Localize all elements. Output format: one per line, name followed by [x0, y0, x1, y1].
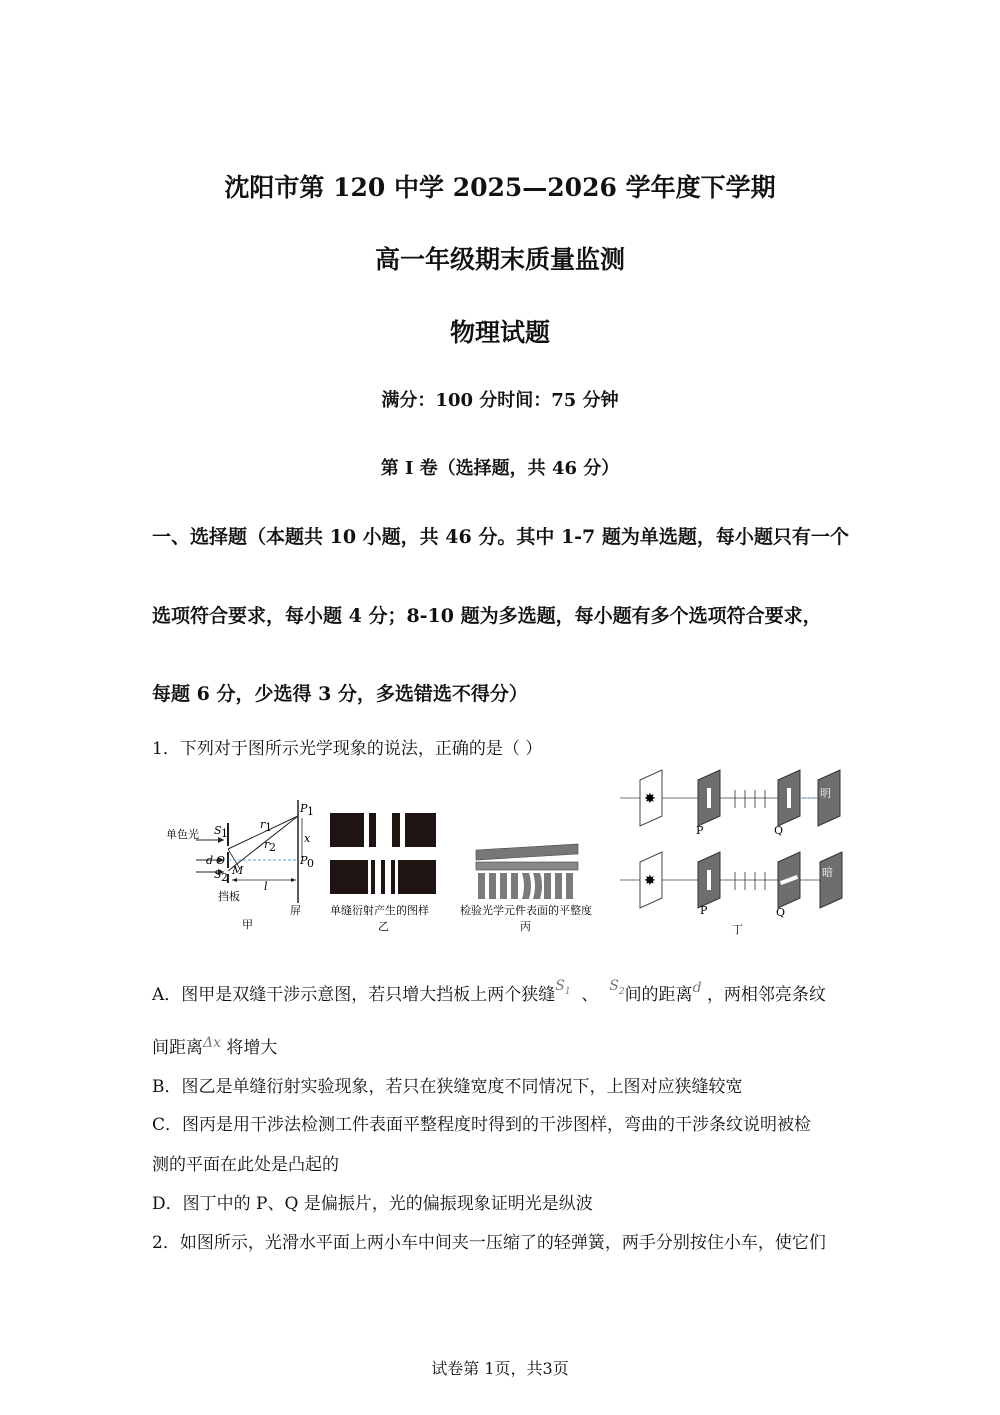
option-a-d: d: [692, 980, 702, 996]
jia-r1-sub: 1: [265, 821, 272, 834]
exam-info: 满分：100 分时间：75 分钟: [381, 390, 619, 411]
jia-d-label: d: [206, 854, 214, 867]
section-instruction-line3: 每题 6 分，少选得 3 分，多选错选不得分）: [152, 683, 528, 705]
figure-bing-flatness: [458, 768, 618, 943]
yi-caption: 乙: [378, 920, 389, 933]
question-1-option-a-line1: [152, 980, 826, 1005]
exam-title-grade: 高一年级期末质量监测: [374, 245, 625, 274]
page-footer: 试卷第 1页，共3页: [431, 1359, 569, 1378]
jia-caption: 甲: [242, 918, 253, 931]
ding-source-bottom-icon: ✸: [644, 873, 656, 889]
question-1-option-c-line1: C．图丙是用干涉法检测工件表面平整程度时得到的干涉图样，弯曲的干涉条纹说明被检: [152, 1115, 812, 1135]
yi-label: 单缝衍射产生的图样: [330, 904, 429, 917]
option-a-s1: S: [555, 978, 565, 994]
option-a-text-5: 将增大: [226, 1038, 278, 1058]
jia-r2-label: r: [264, 838, 270, 851]
question-2-stem: 2．如图所示，光滑水平面上两小车中间夹一压缩了的轻弹簧，两手分别按住小车，使它们: [152, 1233, 826, 1253]
part-heading: 第 Ⅰ 卷（选择题，共 46 分）: [380, 458, 620, 479]
ding-p-top-label: P: [696, 824, 704, 837]
question-1-option-b: B．图乙是单缝衍射实验现象，若只在狭缝宽度不同情况下，上图对应狭缝较宽: [152, 1077, 743, 1097]
jia-o-label: O: [216, 854, 226, 867]
option-a-s1-sub: 1: [564, 987, 571, 997]
question-1-option-c-line2: 测的平面在此处是凸起的: [152, 1155, 339, 1175]
figure-yi-diffraction: [328, 768, 448, 943]
exam-title-subject: 物理试题: [449, 318, 550, 347]
jia-m-label: M: [232, 864, 244, 877]
question-1-option-d: D．图丁中的 P、Q 是偏振片，光的偏振现象证明光是纵波: [152, 1194, 593, 1214]
jia-l-label: l: [264, 880, 268, 893]
option-a-text-4: 间距离: [152, 1038, 203, 1058]
ding-p-bottom-label: P: [700, 904, 708, 917]
ding-dark-label: 暗: [822, 866, 833, 879]
question-1-option-a-line2: [152, 1033, 277, 1058]
jia-p1-label: P: [300, 802, 308, 815]
jia-p0-sub: 0: [307, 857, 314, 870]
option-a-s2-sub: 2: [618, 987, 625, 997]
ding-bright-label: 明: [820, 787, 831, 800]
ding-caption: 丁: [732, 923, 743, 936]
exam-title-school: 沈阳市第 120 中学 2025—2026 学年度下学期: [224, 173, 776, 202]
jia-x-label: x: [304, 832, 311, 845]
jia-s2-sub: 2: [221, 871, 228, 884]
jia-s1-label: S: [214, 824, 222, 837]
ding-source-top-icon: ✸: [644, 791, 656, 807]
option-a-sep: 、: [581, 985, 599, 1005]
jia-p1-sub: 1: [307, 805, 314, 818]
option-a-s2: S: [609, 978, 619, 994]
option-a-text-1: A．图甲是双缝干涉示意图，若只增大挡板上两个狭缝: [152, 985, 556, 1005]
jia-r1-label: r: [260, 818, 266, 831]
question-1-stem: 1．下列对于图所示光学现象的说法，正确的是（ ）: [152, 739, 543, 759]
ding-q-bottom-label: Q: [776, 906, 786, 919]
bing-label: 检验光学元件表面的平整度: [460, 904, 592, 917]
jia-p0-label: P: [300, 854, 308, 867]
bing-caption: 丙: [520, 920, 531, 933]
jia-s1-sub: 1: [221, 827, 228, 840]
option-a-text-3: ，两相邻亮条纹: [706, 985, 826, 1005]
jia-s2-label: S: [214, 868, 222, 881]
jia-light-label: 单色光: [166, 828, 199, 841]
section-instruction-line1: 一、选择题（本题共 10 小题，共 46 分。其中 1-7 题为单选题，每小题只有一个: [152, 526, 849, 548]
jia-r2-sub: 2: [269, 841, 276, 854]
jia-screen-label: 屏: [290, 904, 301, 917]
question-1-figure: [160, 768, 850, 948]
jia-board-label: 挡板: [218, 890, 240, 903]
option-a-text-2: 间的距离: [624, 985, 693, 1005]
figure-jia-double-slit: [160, 768, 320, 943]
figure-ding-polarization: [620, 768, 850, 943]
ding-q-top-label: Q: [774, 824, 784, 837]
option-a-dx: Δx: [203, 1035, 222, 1051]
section-instruction-line2: 选项符合要求，每小题 4 分；8-10 题为多选题，每小题有多个选项符合要求，: [152, 605, 822, 627]
